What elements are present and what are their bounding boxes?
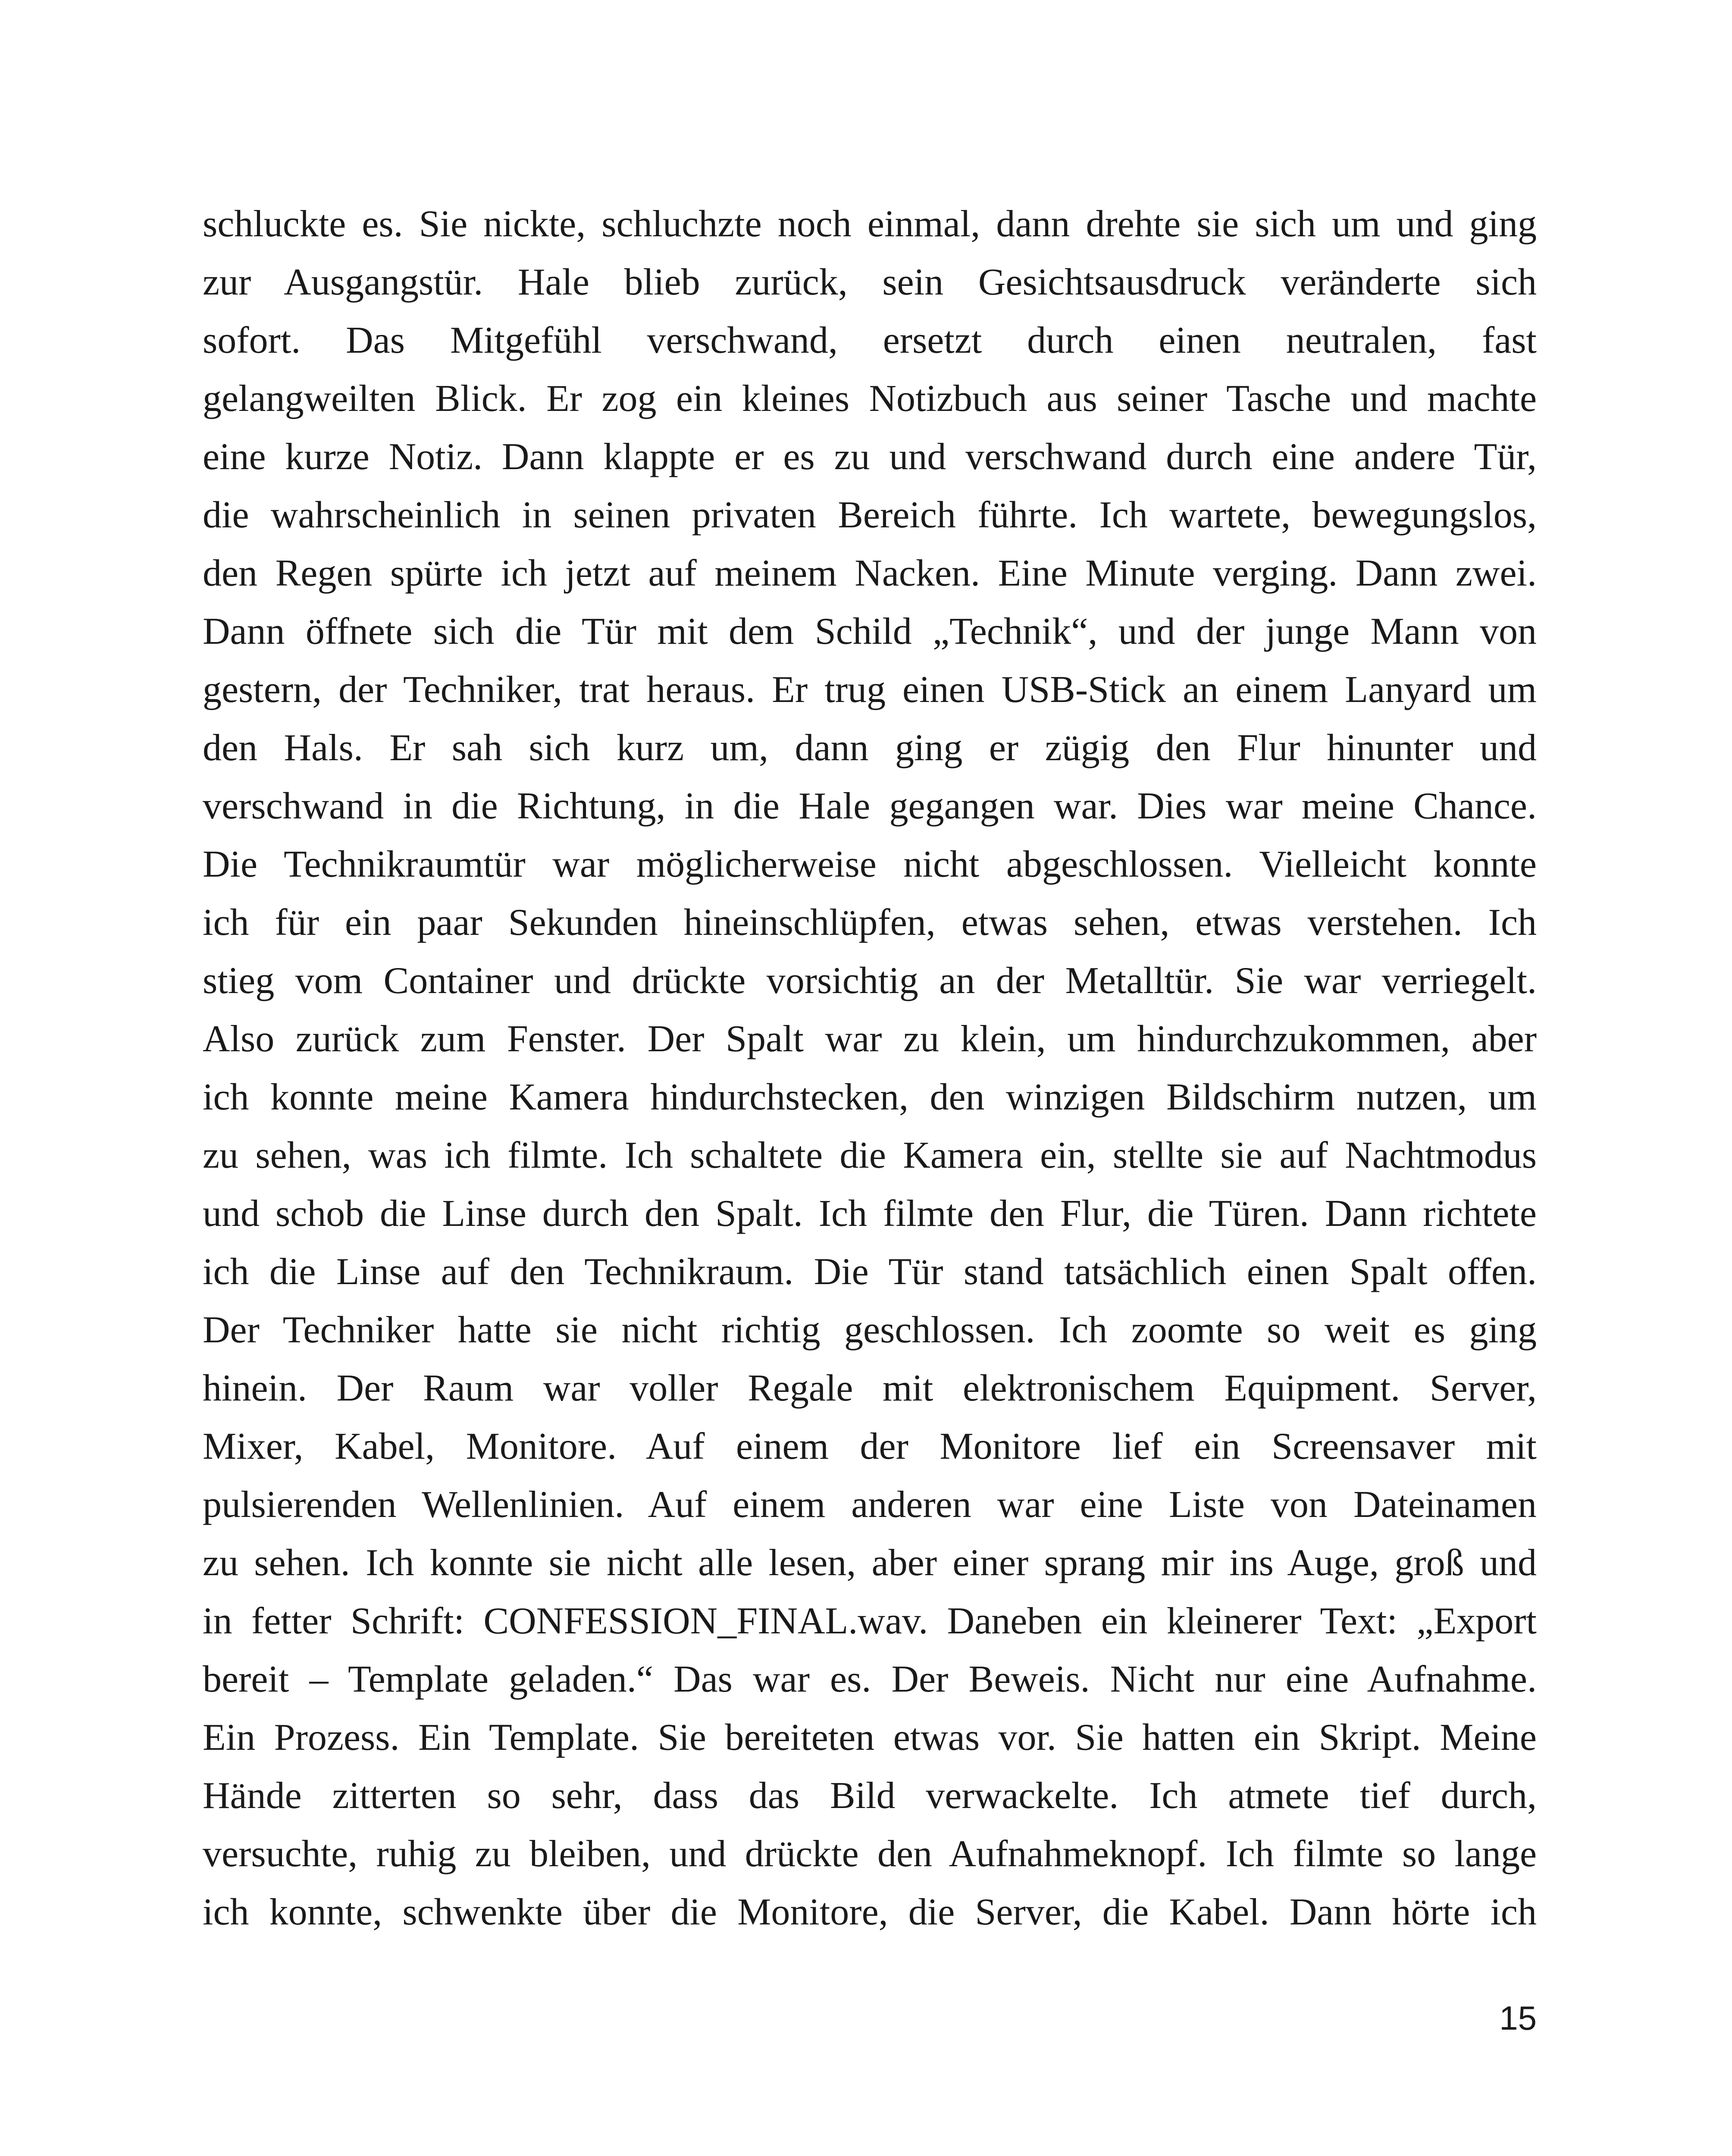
text-line: die wahrscheinlich in seinen privaten Bereich führte. Ich wartete, bewegungslos, xyxy=(203,494,1537,536)
text-line: eine kurze Notiz. Dann klappte er es zu und verschwand durch eine andere Tür, xyxy=(203,436,1537,478)
text-line: schluckte es. Sie nickte, schluchzte noch einmal, dann drehte sie sich um und ging xyxy=(203,203,1537,245)
text-line: den Regen spürte ich jetzt auf meinem Nacken. Eine Minute verging. Dann zwei. xyxy=(203,552,1537,594)
text-line: Die Technikraumtür war möglicherweise nicht abgeschlossen. Vielleicht konnte xyxy=(203,843,1537,885)
text-line: ich die Linse auf den Technikraum. Die Tür stand tatsächlich einen Spalt offen. xyxy=(203,1251,1537,1293)
text-line: ich für ein paar Sekunden hineinschlüpfen, etwas sehen, etwas verstehen. Ich xyxy=(203,902,1537,943)
text-line: Ein Prozess. Ein Template. Sie bereiteten etwas vor. Sie hatten ein Skript. Meine xyxy=(203,1717,1537,1758)
text-line: Der Techniker hatte sie nicht richtig geschlossen. Ich zoomte so weit es ging xyxy=(203,1309,1537,1351)
text-line: stieg vom Container und drückte vorsichtig an der Metalltür. Sie war verriegelt. xyxy=(203,960,1537,1002)
text-line: hinein. Der Raum war voller Regale mit elektronischem Equipment. Server, xyxy=(203,1367,1537,1409)
text-line: Mixer, Kabel, Monitore. Auf einem der Monitore lief ein Screensaver mit xyxy=(203,1426,1537,1467)
text-line: versuchte, ruhig zu bleiben, und drückte den Aufnahmeknopf. Ich filmte so lange xyxy=(203,1833,1537,1875)
text-line: ich konnte meine Kamera hindurchstecken, den winzigen Bildschirm nutzen, um xyxy=(203,1076,1537,1118)
text-line: Hände zitterten so sehr, dass das Bild verwackelte. Ich atmete tief durch, xyxy=(203,1775,1537,1817)
text-line: zu sehen. Ich konnte sie nicht alle lesen, aber einer sprang mir ins Auge, groß und xyxy=(203,1542,1537,1584)
text-line: ich konnte, schwenkte über die Monitore, die Server, die Kabel. Dann hörte ich xyxy=(203,1891,1537,1933)
page-number: 15 xyxy=(1499,1999,1537,2037)
text-line: pulsierenden Wellenlinien. Auf einem anderen war eine Liste von Dateinamen xyxy=(203,1484,1537,1526)
text-line: verschwand in die Richtung, in die Hale gegangen war. Dies war meine Chance. xyxy=(203,785,1537,827)
text-line: Also zurück zum Fenster. Der Spalt war zu klein, um hindurchzukommen, aber xyxy=(203,1018,1537,1060)
text-line: zur Ausgangstür. Hale blieb zurück, sein Gesichtsausdruck veränderte sich xyxy=(203,261,1537,303)
text-line: gestern, der Techniker, trat heraus. Er trug einen USB-Stick an einem Lanyard um xyxy=(203,669,1537,711)
text-line: Dann öffnete sich die Tür mit dem Schild „Technik“, und der junge Mann von xyxy=(203,611,1537,652)
text-line: zu sehen, was ich filmte. Ich schaltete die Kamera ein, stellte sie auf Nachtmodus xyxy=(203,1134,1537,1176)
text-line: sofort. Das Mitgefühl verschwand, ersetzt durch einen neutralen, fast xyxy=(203,320,1537,361)
text-line: in fetter Schrift: CONFESSION_FINAL.wav. Daneben ein kleinerer Text: „Export xyxy=(203,1600,1537,1642)
text-line: gelangweilten Blick. Er zog ein kleines Notizbuch aus seiner Tasche und machte xyxy=(203,378,1537,420)
text-line: bereit – Template geladen.“ Das war es. Der Beweis. Nicht nur eine Aufnahme. xyxy=(203,1658,1537,1700)
body-text xyxy=(203,195,1537,1941)
text-line: und schob die Linse durch den Spalt. Ich filmte den Flur, die Türen. Dann richtete xyxy=(203,1193,1537,1235)
text-line: den Hals. Er sah sich kurz um, dann ging er zügig den Flur hinunter und xyxy=(203,727,1537,769)
